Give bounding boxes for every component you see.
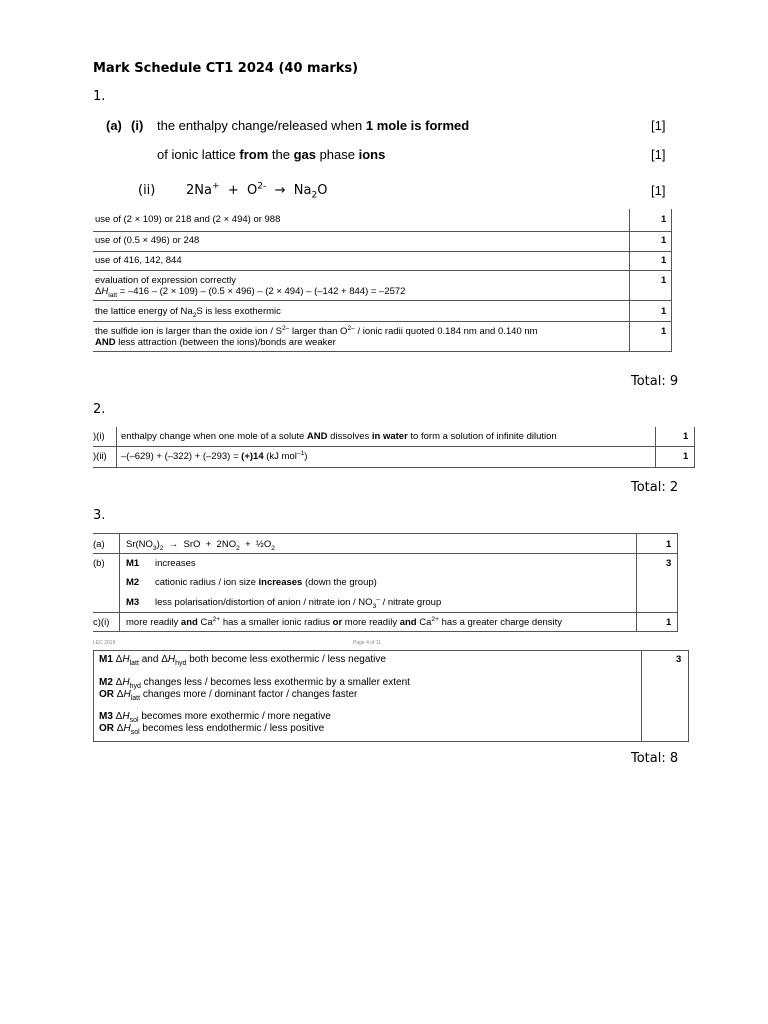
question-3-number: 3.	[93, 508, 106, 523]
q1-i-line1-mark: [1]	[651, 118, 666, 133]
q3-part-a-equation: $Sr(NO_3)_2$ → SrO + $2NO_2$ + $\frac{1}{2}O_2$	[126, 539, 275, 552]
q2-total: Total: 2	[631, 480, 679, 495]
q1-total: Total: 9	[631, 374, 679, 389]
q3-b-m3-label: M3	[126, 597, 140, 608]
q3-box-m1: M1 $\Delta H_{latt}$ and $\Delta H_{hyd}$ both become less exothermic / less negative	[99, 654, 386, 667]
q1-row-3-text: use of 416, 142, 844	[95, 255, 182, 266]
q1-row-4-text: evaluation of expression correctly	[95, 275, 236, 286]
q1-row-5-mark: 1	[661, 306, 667, 317]
q2-row-2-label: )(ii)	[93, 451, 107, 462]
q3-b-m1-text: increases	[155, 558, 196, 569]
q1-row-1-mark: 1	[661, 214, 667, 225]
q1-i-line2-mark: [1]	[651, 147, 666, 162]
q2-row-1-mark: 1	[683, 431, 689, 442]
page-footer-right: Page 4 of 11	[353, 640, 381, 646]
q3-b-m1-label: M1	[126, 558, 140, 569]
q3-box-m3: M3 $\Delta H_{sol}$ becomes more exothermic / more negative	[99, 711, 331, 724]
q1-row-4-mark: 1	[661, 275, 667, 286]
q3-box-m3-or: OR $\Delta H_{sol}$ becomes less endothermic / less positive	[99, 723, 325, 736]
q2-row-1-text: enthalpy change when one mole of a solute AND dissolves in water to form a solution of infinite dilution	[121, 431, 557, 442]
q3-part-a-mark: 1	[666, 539, 672, 550]
q3-part-c-text: more readily and $Ca^{2+}$ has a smaller ionic radius or more readily and $Ca^{2+}$ has a greater charge density	[126, 615, 563, 628]
q2-row-2-text: –(–629) + (–322) + (–293) = (+)14 (kJ mol$^{-1}$)	[121, 449, 308, 462]
q3-b-m3-text: less polarisation/distortion of anion / nitrate ion / $NO_3^-$ / nitrate group	[155, 595, 442, 610]
q1-part-ii-label: (ii)	[138, 183, 156, 198]
q1-row-5-text: the lattice energy of $Na_2S$ is less exothermic	[95, 306, 281, 319]
q1-row-6-line2: AND less attraction (between the ions)/bonds are weaker	[95, 337, 336, 348]
q1-row-3-mark: 1	[661, 255, 667, 266]
q1-i-line1: the enthalpy change/released when 1 mole is formed	[157, 118, 470, 133]
q3-part-b-label: (b)	[93, 558, 105, 569]
q3-part-c-mark: 1	[666, 617, 672, 628]
q1-part-i-label: (i)	[131, 118, 144, 133]
q3-total: Total: 8	[631, 751, 679, 766]
q2-row-1-label: )(i)	[93, 431, 105, 442]
q1-row-1-text: use of (2 × 109) or 218 and (2 × 494) or 988	[95, 214, 281, 225]
q3-box-m2-or: OR $\Delta H_{latt}$ changes more / dominant factor / changes faster	[99, 689, 358, 702]
q3-box-mark: 3	[676, 654, 682, 665]
q1-part-a-label: (a)	[106, 118, 122, 133]
q1-row-2-mark: 1	[661, 235, 667, 246]
q3-box-m2: M2 $\Delta H_{hyd}$ changes less / becomes less exothermic by a smaller extent	[99, 677, 410, 690]
q1-i-line2: of ionic lattice from the gas phase ions	[157, 147, 386, 162]
page-title: Mark Schedule CT1 2024 (40 marks)	[93, 61, 359, 76]
q1-row-4-expression: $\Delta H_{latt} = -416 - (2 \times 109) - (0.5 \times 496) - (2 \times 494) - (-142 + 844) = -2572$	[95, 286, 406, 299]
page-footer-left: LEC 2019	[93, 640, 116, 646]
q3-part-b-mark: 3	[666, 558, 672, 569]
q1-row-6-text: the sulfide ion is larger than the oxide ion / $S^{2-}$ larger than $O^{2-}$ / ionic radii quoted 0.184 nm and 0.140 nm	[95, 324, 538, 337]
q3-b-m2-label: M2	[126, 577, 140, 588]
q3-part-a-label: (a)	[93, 539, 105, 550]
q1-ii-mark: [1]	[651, 183, 666, 198]
q3-part-c-label: c)(i)	[93, 617, 110, 628]
question-1-number: 1.	[93, 89, 106, 104]
q1-row-6-mark: 1	[661, 326, 667, 337]
q1-row-2-text: use of (0.5 × 496) or 248	[95, 235, 200, 246]
q1-ii-equation: $2Na^+ + O^{2-} \to Na_2O$	[186, 181, 328, 201]
question-2-number: 2.	[93, 402, 106, 417]
q2-row-2-mark: 1	[683, 451, 689, 462]
q3-b-m2-text: cationic radius / ion size increases (down the group)	[155, 577, 377, 588]
